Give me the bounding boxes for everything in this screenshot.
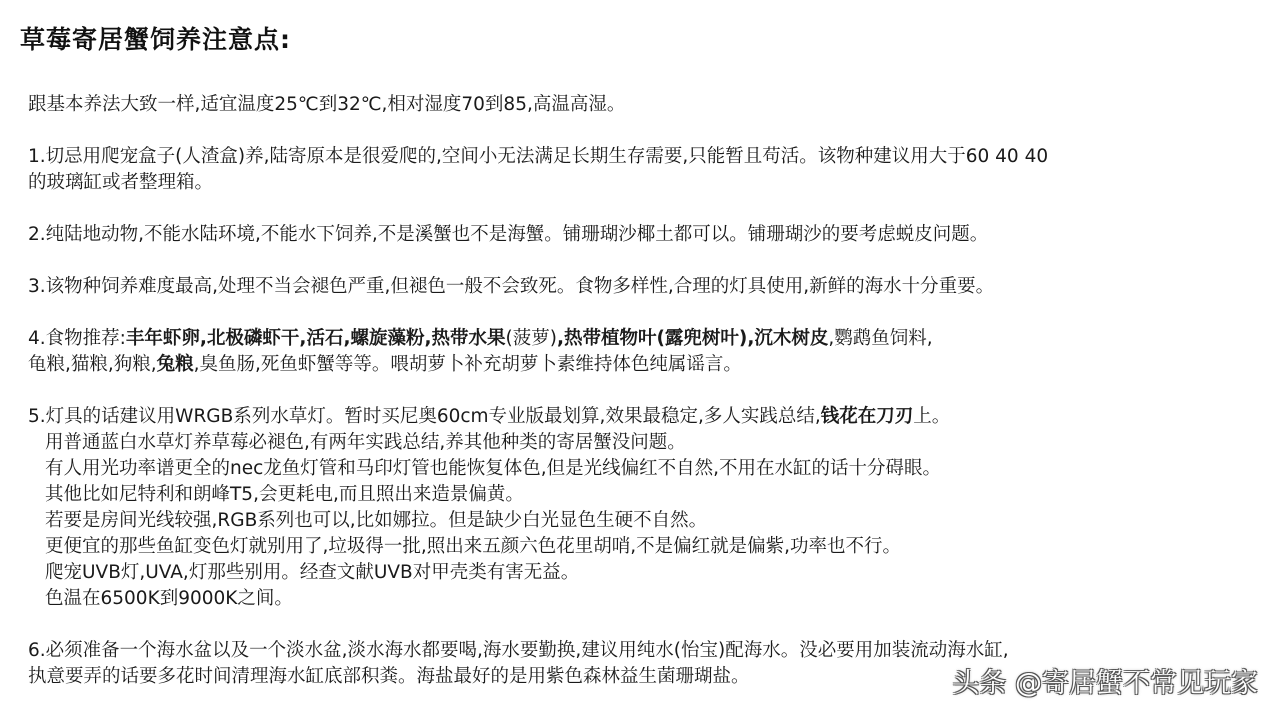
paragraph-3-text: 3.该物种饲养难度最高,处理不当会褪色严重,但褪色一般不会致死。食物多样性,合理的灯具使用,新鲜的海水十分重要。 [28,276,995,297]
document-title: 草莓寄居蟹饲养注意点: [20,25,291,54]
food-bold-3: 兔粮 [156,354,194,375]
food-text-3: 龟粮,猫粮,狗粮, [28,354,157,375]
food-bold-2: ,热带植物叶(露兜树叶),沉木树皮 [556,328,829,349]
paragraph-2 [28,222,1258,248]
paragraph-5-line-1 [28,404,1258,430]
paragraph-1 [28,144,1258,196]
paragraph-3 [28,274,1258,300]
document-body [28,92,1258,716]
paragraph-5-line-2: 用普通蓝白水草灯养草莓必褪色,有两年实践总结,养其他种类的寄居蟹没问题。 [45,432,686,453]
paragraph-5-line-7: 爬宠UVB灯,UVA,灯那些别用。经查文献UVB对甲壳类有害无益。 [45,562,580,583]
food-text-2: ,鹦鹉鱼饲料, [828,328,933,349]
paragraph-5-line-4: 其他比如尼特利和朗峰T5,会更耗电,而且照出来造景偏黄。 [45,484,524,505]
paragraph-1-line-1: 1.切忌用爬宠盒子(人渣盒)养,陆寄原本是很爱爬的,空间小无法满足长期生存需要,只能暂且苟活。该物种建议用大于60 40 40 [28,146,1049,167]
paragraph-2-text: 2.纯陆地动物,不能水陆环境,不能水下饲养,不是溪蟹也不是海蟹。铺珊瑚沙椰土都可以。铺珊瑚沙的要考虑蜕皮问题。 [28,224,989,245]
paragraph-4-line-1 [28,326,1258,352]
lighting-bold: 钱花在刀刃 [820,406,914,427]
food-recommend-label: 4.食物推荐: [28,328,126,349]
lighting-lead: 5.灯具的话建议用WRGB系列水草灯。暂时买尼奥60cm专业版最划算,效果最稳定,多人实践总结, [28,406,821,427]
intro-paragraph [28,92,1258,118]
paragraph-5-line-5: 若要是房间光线较强,RGB系列也可以,比如娜拉。但是缺少白光显色生硬不自然。 [45,510,708,531]
paragraph-5-line-3: 有人用光功率谱更全的nec龙鱼灯管和马印灯管也能恢复体色,但是光线偏红不自然,不用在水缸的话十分碍眼。 [45,458,942,479]
watermark: 头条 @寄居蟹不常见玩家 [952,668,1258,699]
paragraph-1-line-2: 的玻璃缸或者整理箱。 [28,172,214,193]
food-bold-1: 丰年虾卵,北极磷虾干,活石,螺旋藻粉,热带水果 [125,328,506,349]
paragraph-6-line-1: 6.必须准备一个海水盆以及一个淡水盆,淡水海水都要喝,海水要勤换,建议用纯水(怡宝)配海水。没必要用加装流动海水缸, [28,640,1009,661]
paragraph-6-line-2: 执意要弄的话要多花时间清理海水缸底部积粪。海盐最好的是用紫色森林益生菌珊瑚盐。 [28,666,750,687]
paragraph-5 [28,404,1258,612]
paragraph-4-line-2 [28,352,1258,378]
lighting-lead-end: 上。 [913,406,951,427]
paragraph-4 [28,326,1258,378]
intro-text: 跟基本养法大致一样,适宜温度25℃到32℃,相对湿度70到85,高温高湿。 [28,94,626,115]
food-text-4: ,臭鱼肠,死鱼虾蟹等等。喂胡萝卜补充胡萝卜素维持体色纯属谣言。 [193,354,742,375]
paragraph-5-line-8: 色温在6500K到9000K之间。 [45,588,293,609]
paragraph-5-line-6: 更便宜的那些鱼缸变色灯就别用了,垃圾得一批,照出来五颜六色花里胡哨,不是偏红就是偏紫,功率也不行。 [45,536,902,557]
food-text-1: (菠萝) [505,328,557,349]
